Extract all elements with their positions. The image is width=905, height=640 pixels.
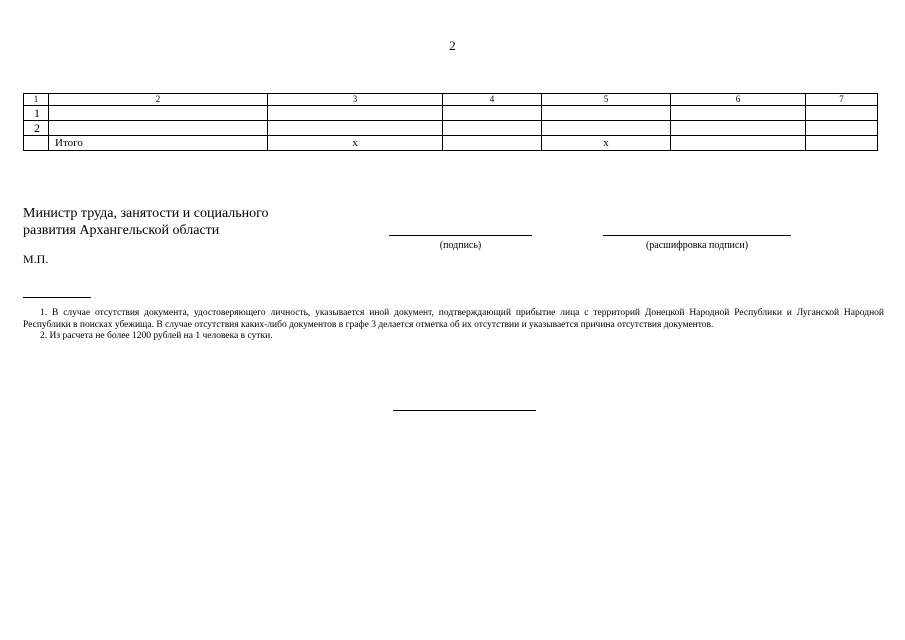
table-cell xyxy=(806,136,878,151)
table-cell xyxy=(806,106,878,121)
column-header: 4 xyxy=(443,94,542,106)
signature-caption: (подпись) xyxy=(439,240,482,251)
column-header: 5 xyxy=(542,94,671,106)
table-cell: 1 xyxy=(24,106,49,121)
table-cell xyxy=(542,121,671,136)
table-cell xyxy=(268,106,443,121)
table-cell xyxy=(542,106,671,121)
data-table xyxy=(23,93,878,151)
total-label: Итого xyxy=(49,136,268,151)
footnote: 2. Из расчета не более 1200 рублей на 1 человека в сутки. xyxy=(40,331,273,341)
signature-decode-caption: (расшифровка подписи) xyxy=(645,240,749,251)
column-header: 3 xyxy=(268,94,443,106)
table-cell: х xyxy=(542,136,671,151)
table-cell xyxy=(443,121,542,136)
signature-decode-line xyxy=(603,235,791,236)
signature-line xyxy=(389,235,532,236)
table-cell xyxy=(268,121,443,136)
end-divider xyxy=(393,410,536,411)
page-number: 2 xyxy=(449,38,456,53)
table-cell xyxy=(671,136,806,151)
signer-title-line: Министр труда, занятости и социального xyxy=(23,206,269,221)
table-cell xyxy=(806,121,878,136)
table-row xyxy=(24,121,878,136)
table-row xyxy=(24,106,878,121)
table-cell: 2 xyxy=(24,121,49,136)
column-header: 1 xyxy=(24,94,49,106)
table-cell xyxy=(49,106,268,121)
table-cell xyxy=(671,121,806,136)
table-cell xyxy=(443,136,542,151)
table-cell xyxy=(49,121,268,136)
column-header: 2 xyxy=(49,94,268,106)
table-cell: х xyxy=(268,136,443,151)
footnotes xyxy=(23,308,884,343)
table-cell xyxy=(443,106,542,121)
column-header: 7 xyxy=(806,94,878,106)
column-header: 6 xyxy=(671,94,806,106)
table-cell xyxy=(671,106,806,121)
table-header-row xyxy=(24,94,878,106)
footnote: 1. В случае отсутствия документа, удостоверяющего личность, указывается иной документ, подтверждающий прибытие лица с территорий Донецкой Народной Республики и Луганской Народной Республики в поисках убежища. В случае отсутствия каких-либо документов в графе 3 делается отметка об их отсутствии и указывается причина отсутствия документов. xyxy=(23,308,884,330)
table-cell xyxy=(24,136,49,151)
signer-title xyxy=(23,205,269,239)
signer-title-line: развития Архангельской области xyxy=(23,223,220,238)
table-total-row xyxy=(24,136,878,151)
stamp-placeholder: М.П. xyxy=(23,252,49,266)
footnote-divider xyxy=(23,297,91,298)
